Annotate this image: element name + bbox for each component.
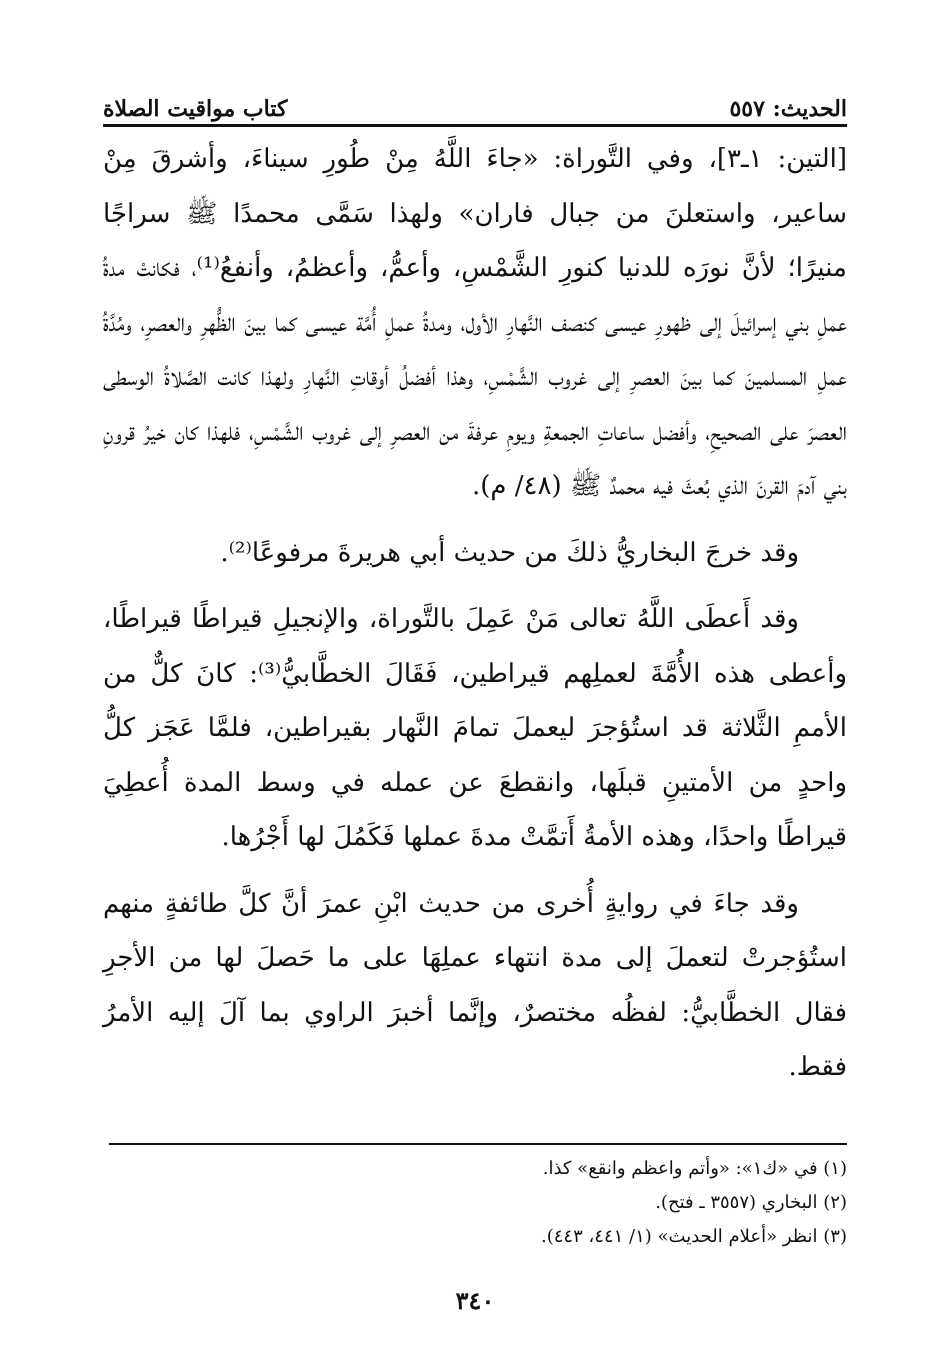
paragraph-2: وقد خرجَ البخاريُّ ذلكَ من حديث أبي هريرةَ مرفوعًا⁽²⁾.: [220, 537, 799, 568]
footnotes: [103, 1152, 847, 1254]
footnote-2: (٢) البخاري (٣٥٥٧ ـ فتح).: [655, 1192, 847, 1213]
hadith-number: الحديث: ٥٥٧: [729, 96, 847, 122]
footnote-1: (١) في «ك١»: «وأتم واعظم وانقع» كذا.: [542, 1158, 847, 1179]
footnote-3: (٣) انظر «أعلام الحديث» (١/ ٤٤١، ٤٤٣).: [540, 1226, 847, 1247]
running-header: [103, 80, 847, 120]
paragraph-1: [التين: ١ـ٣]، وفي التَّوراة: «جاءَ اللَّهُ مِنْ طُورِ سيناءَ، وأشرقَ مِنْ ساعير، واستعلنَ من جبال فاران» ولهذا سَمَّى محمدًا ﷺ سراجًا منيرًا؛ لأنَّ نورَه للدنيا كنورِ الشَّمْسِ، وأعمُّ، وأعظمُ، وأنفعُ⁽¹⁾، فكانتْ مدةُ عملِ بني إسرائيلَ إلى ظهورِ عيسى كنصف النَّهارِ الأول، ومدةُ عملِ أُمَّة عيسى كما بينَ الظُّهرِ والعصرِ، ومُدَّةُ عملِ المسلمينَ كما بينَ العصرِ إلى غروب الشَّمْسِ، وهذا أفضلُ أوقاتِ النَّهارِ ولهذا كانت الصَّلاةُ الوسطى العصرَ على الصحيحِ، وأفضل ساعاتِ الجمعةِ ويومِ عرفةَ من العصرِ إلى غروب الشَّمْسِ، فلهذا كان خيرُ قرونِ بني آدمَ القرنَ الذي بُعثَ فيه محمدٌ ﷺ (٤٨/ م).: [103, 144, 848, 501]
paragraph-3: وقد أَعطَى اللَّهُ تعالى مَنْ عَمِلَ بالتَّوراة، والإنجيلِ قيراطًا قيراطًا، وأعطى هذه الأُمَّةَ لعملِهم قيراطين، فَقَالَ الخطَّابيُّ⁽³⁾: كانَ كلٌّ من الأممِ الثَّلاثة قد استُؤجرَ ليعملَ تمامَ النَّهار بقيراطين، فلمَّا عَجَز كلُّ واحدٍ من الأمتينِ قبلَها، وانقطعَ عن عمله في وسط المدة أُعطِيَ قيراطًا واحدًا، وهذه الأمةُ أَتمَّتْ مدةَ عملها فَكَمُلَ لها أَجْرُها.: [103, 604, 847, 852]
main-text: [103, 132, 847, 1095]
footnote-rule: [109, 1143, 847, 1145]
book-title: كتاب مواقيت الصلاة: [103, 96, 288, 122]
page-number: ٣٤٠: [455, 1286, 495, 1315]
paragraph-4: وقد جاءَ في روايةٍ أُخرى من حديث ابْنِ عمرَ أنَّ كلَّ طائفةٍ منهم استُؤجرتْ لتعملَ إلى مدة انتهاء عملِهَا على ما حَصلَ لها من الأجرِ فقال الخطَّابيُّ: لفظُه مختصرٌ، وإنَّما أخبرَ الراوي بما آلَ إليه الأمرُ فقط.: [103, 888, 848, 1082]
header-rule: [103, 124, 847, 127]
